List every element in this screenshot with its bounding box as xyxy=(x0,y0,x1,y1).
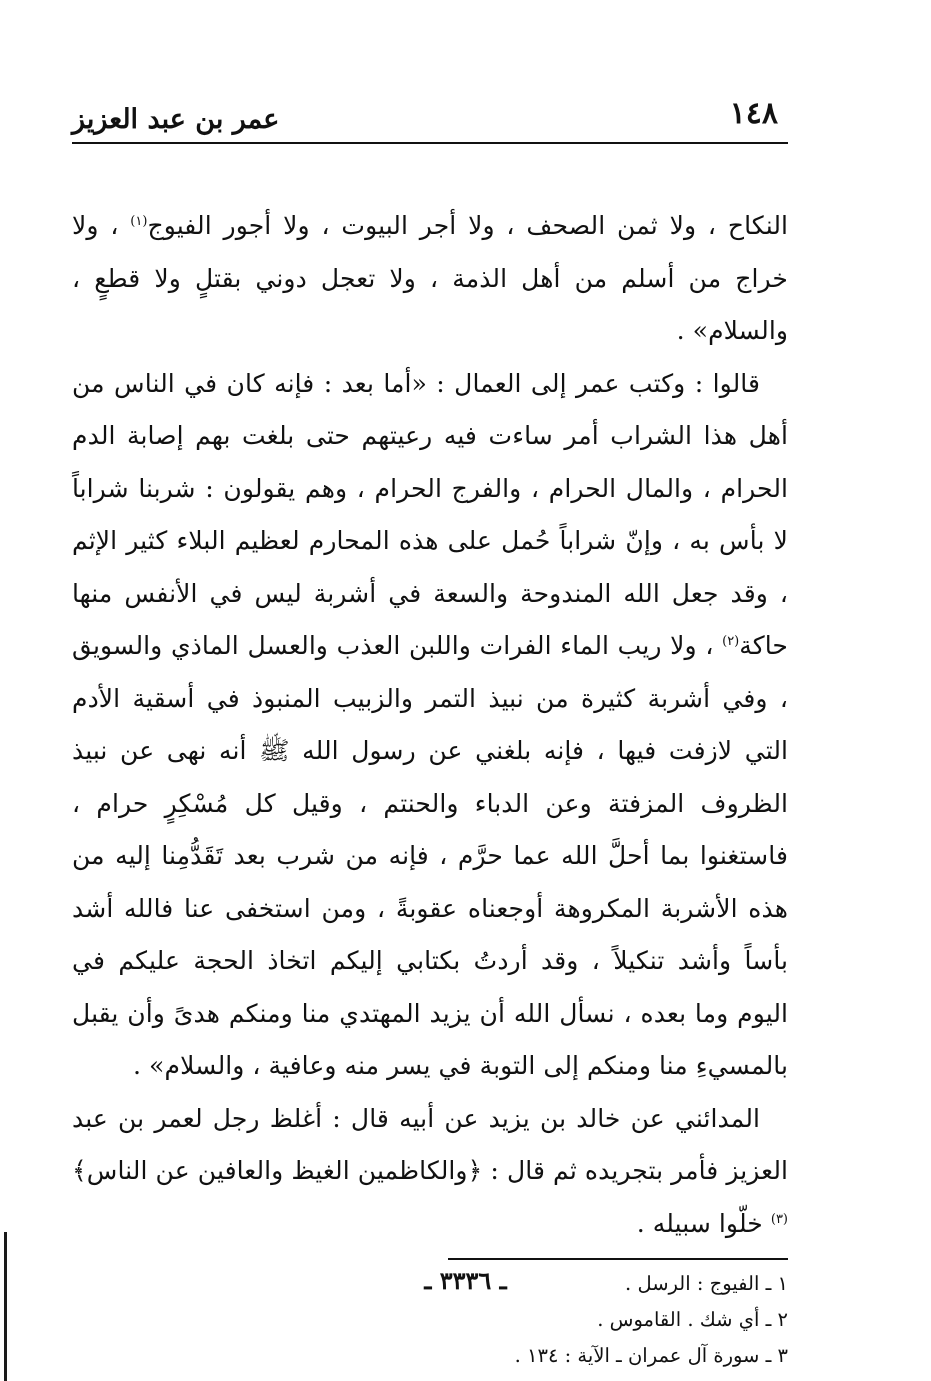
footnote-1: ١ ـ الفيوج : الرسل . xyxy=(625,1272,788,1295)
footnote-ref-1: (١) xyxy=(130,214,148,229)
paragraph-1-text-b: ، ولا خراج من أسلم من أهل الذمة ، ولا تعجل دوني بقتلٍ ولا قطعٍ ، والسلام» . xyxy=(72,211,789,345)
footnote-separator xyxy=(448,1258,788,1260)
book-page xyxy=(72,92,788,1374)
footnote-ref-2: (٢) xyxy=(722,634,740,649)
footnote-3: ٣ ـ سورة آل عمران ـ الآية : ١٣٤ . xyxy=(514,1344,788,1367)
running-title: عمر بن عبد العزيز xyxy=(72,104,280,135)
paragraph-2-text-a: قالوا : وكتب عمر إلى العمال : «أما بعد : فإنه كان في الناس من أهل هذا الشراب أمر ساءت فيه رعيتهم حتى بلغت بهم إصابة الدم الحرام ، والمال الحرام ، والفرج الحرام ، وهم يقولون : شربنا شراباً لا بأس به ، وإنّ شراباً حُمل على هذه المحارم لعظيم البلاء كثير الإثم ، وقد جعل الله المندوحة والسعة في أشربة ليس في الأنفس منها حاكة xyxy=(72,368,788,660)
page-header xyxy=(72,92,788,144)
footnote-ref-3: (٣) xyxy=(770,1211,788,1227)
paragraph-2 xyxy=(72,358,788,1093)
paragraph-3-text-b: خلّوا سبيله . xyxy=(636,1208,771,1238)
page-number: ١٤٨ xyxy=(729,96,778,131)
paragraph-1-text-a: النكاح ، ولا ثمن الصحف ، ولا أجر البيوت ، ولا أجور الفيوج xyxy=(147,211,788,240)
main-text xyxy=(72,200,788,1250)
paragraph-3 xyxy=(72,1093,788,1251)
folio-number: ـ ٣٣٣٦ ـ xyxy=(424,1266,507,1295)
paragraph-3-text-a: المدائني عن خالد بن يزيد عن أبيه قال : أغلظ رجل لعمر بن عبد العزيز فأمر بتجريده ثم قال : ﴿والكاظمين الغيظ والعافين عن الناس﴾ xyxy=(72,1103,788,1185)
paragraph-1 xyxy=(72,200,788,358)
scan-edge-mark xyxy=(4,1232,7,1381)
paragraph-2-text-b: ، ولا ريب الماء الفرات واللبن العذب والعسل الماذي والسويق ، وفي أشربة كثيرة من نبيذ التمر والزبيب المنبوذ في أسقية الأدم التي لازفت فيها ، فإنه بلغني عن رسول الله ﷺ أنه نهى عن نبيذ الظروف المزفتة وعن الدباء والحنتم ، وقيل كل مُسْكِرٍ حرام ، فاستغنوا بما أحلَّ الله عما حرَّم ، فإنه من شرب بعد تَقَدُّمِنا إليه من هذه الأشربة المكروهة أوجعناه عقوبةً ، ومن استخفى عنا فالله أشد بأساً وأشد تنكيلاً ، وقد أردتُ بكتابي إليكم اتخاذ الحجة عليكم في اليوم وما بعده ، نسأل الله أن يزيد المهتدي منا ومنكم هدىً وأن يقبل بالمسيءِ منا ومنكم إلى التوبة في يسر منه وعافية ، والسلام» . xyxy=(72,631,788,1080)
footnote-2: ٢ ـ أي شك . القاموس . xyxy=(597,1308,788,1331)
